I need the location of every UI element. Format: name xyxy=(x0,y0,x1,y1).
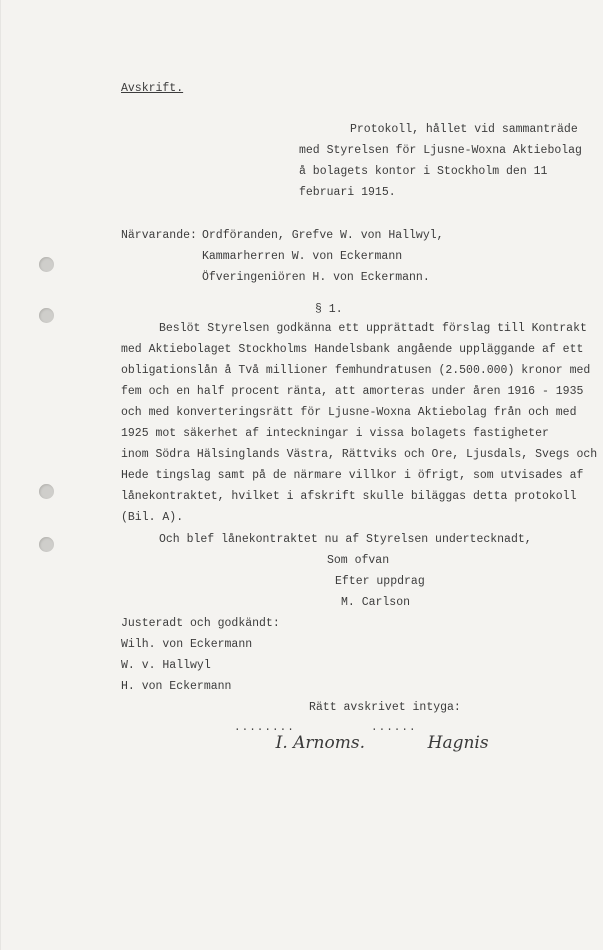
document-heading: Avskrift. xyxy=(121,82,184,95)
paragraph-line: Hede tingslag samt på de närmare villkor i öfrigt, som utvisades af xyxy=(121,469,584,482)
signature-dots: ........ xyxy=(234,722,295,734)
paragraph-line: med Aktiebolaget Stockholms Handelsbank angående uppläggande af ett xyxy=(121,343,584,356)
paragraph-line: Beslöt Styrelsen godkänna ett upprättadt förslag till Kontrakt xyxy=(159,322,587,335)
approver-name: Wilh. von Eckermann xyxy=(121,638,253,651)
closing-line: Efter uppdrag xyxy=(335,575,425,588)
punch-hole xyxy=(39,537,54,552)
paragraph-line: lånekontraktet, hvilket i afskrift skulle biläggas detta protokoll xyxy=(121,490,577,503)
approver-name: W. v. Hallwyl xyxy=(121,659,211,672)
handwritten-signature: Hagnis xyxy=(427,733,489,753)
paragraph-line: obligationslån å Två millioner femhundratusen (2.500.000) kronor med xyxy=(121,364,591,377)
punch-hole xyxy=(39,308,54,323)
approved-label: Justeradt och godkändt: xyxy=(121,617,280,630)
section-mark: § 1. xyxy=(315,303,343,316)
title-line: å bolagets kontor i Stockholm den 11 xyxy=(299,165,548,178)
secretary-name: M. Carlson xyxy=(341,596,411,609)
paragraph-line: 1925 mot säkerhet af inteckningar i vissa bolagets fastigheter xyxy=(121,427,549,440)
closing-line: Som ofvan xyxy=(327,554,390,567)
handwritten-signature: I. Arnoms. xyxy=(275,733,365,753)
paragraph-line: (Bil. A). xyxy=(121,511,184,524)
approver-name: H. von Eckermann xyxy=(121,680,232,693)
punch-hole xyxy=(39,257,54,272)
paragraph-line: inom Södra Hälsinglands Västra, Rättviks och Ore, Ljusdals, Svegs och xyxy=(121,448,598,461)
title-line: Protokoll, hållet vid sammanträde xyxy=(350,123,578,136)
present-member: Kammarherren W. von Eckermann xyxy=(202,250,403,263)
certification-line: Rätt avskrivet intyga: xyxy=(309,701,461,714)
paragraph-line: och med konverteringsrätt för Ljusne-Woxna Aktiebolag från och med xyxy=(121,406,577,419)
title-line: februari 1915. xyxy=(299,186,396,199)
signature-dots: ...... xyxy=(371,722,417,734)
title-line: med Styrelsen för Ljusne-Woxna Aktiebolag xyxy=(299,144,582,157)
signed-line: Och blef lånekontraktet nu af Styrelsen undertecknadt, xyxy=(159,533,532,546)
punch-hole xyxy=(39,484,54,499)
paragraph-line: fem och en half procent ränta, att amorteras under åren 1916 - 1935 xyxy=(121,385,584,398)
present-label: Närvarande: xyxy=(121,229,197,242)
present-member: Ordföranden, Grefve W. von Hallwyl, xyxy=(202,229,444,242)
present-member: Öfveringeniören H. von Eckermann. xyxy=(202,271,430,284)
